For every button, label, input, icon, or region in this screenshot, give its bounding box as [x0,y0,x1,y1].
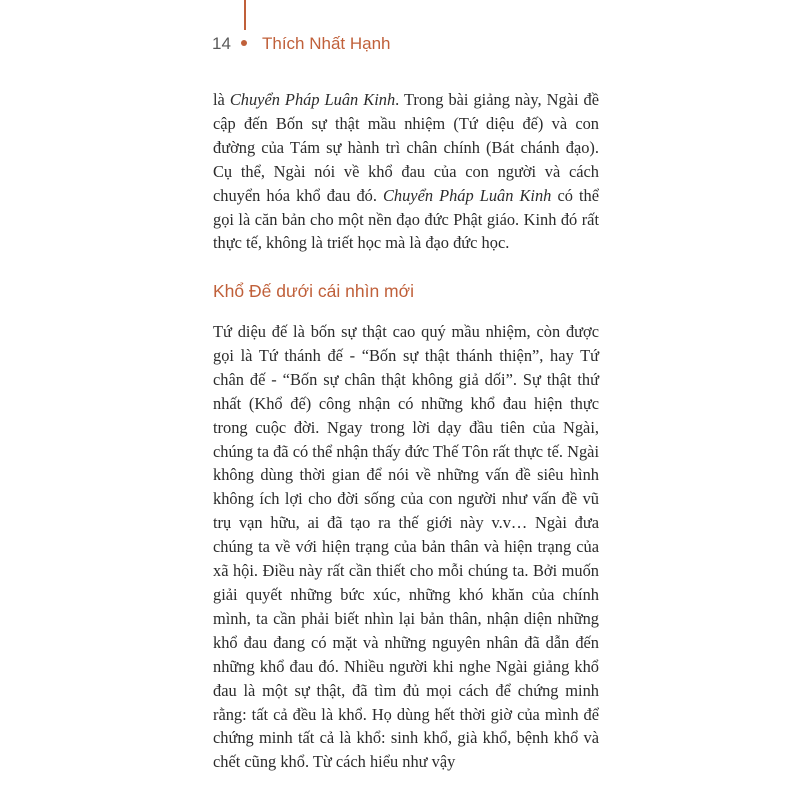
running-head: Thích Nhất Hạnh [262,34,391,53]
header-rule [244,0,246,30]
paragraph-intro-text-2: . Trong bài giảng này, Ngài đề cập đến Bốn sự thật mầu nhiệm (Tứ diệu đế) và con đường của Tám sự hành trì chân chính (Bát chánh đạo). Cụ thể, Ngài nói về khổ đau của con người và cách chuyển hóa khổ đau đó. [213,90,599,205]
section-heading: Khổ Đế dưới cái nhìn mới [213,281,415,301]
paragraph-intro [213,88,599,255]
sutra-title-2: Chuyển Pháp Luân Kinh [382,185,552,205]
paragraph-body: Tứ diệu đế là bốn sự thật cao quý mầu nhiệm, còn được gọi là Tứ thánh đế - “Bốn sự thật thánh thiện”, hay Tứ chân đế - “Bốn sự chân thật không giả dối”. Sự thật thứ nhất (Khổ đế) công nhận có những khổ đau hiện thực trong cuộc đời. Ngay trong lời dạy đầu tiên của Ngài, chúng ta đã có thể nhận thấy đức Thế Tôn rất thực tế. Ngài không dùng thời gian để nói về những vấn đề siêu hình không ích lợi cho đời sống của con người như vấn đề vũ trụ vạn hữu, ai đã tạo ra thế giới này v.v… Ngài đưa chúng ta về với hiện trạng của bản thân và hiện trạng của xã hội. Điều này rất cần thiết cho mỗi chúng ta. Bởi muốn giải quyết những bức xúc, những khó khăn của chính mình, ta cần phải biết nhìn lại bản thân, nhận diện những khổ đau đang có mặt và những nguyên nhân đã dẫn đến những khổ đau đó. Nhiều người khi nghe Ngài giảng khổ đau là một sự thật, đã tìm đủ mọi cách để chứng minh rằng: tất cả đều là khổ. Họ dùng hết thời giờ của mình để chứng minh tất cả là khổ: sinh khổ, già khổ, bệnh khổ và chết cũng khổ. Từ cách hiểu như vậy [213,322,599,772]
paragraph-intro-text-3: có thể gọi là căn bản cho một nền đạo đức Phật giáo. Kinh đó rất thực tế, không là triết học mà là đạo đức học. [213,185,599,253]
page-number: 14 [212,34,231,53]
paragraph-intro-text-1: là [213,90,230,109]
sutra-title-1: Chuyển Pháp Luân Kinh [229,90,396,109]
header-dot [241,40,247,46]
